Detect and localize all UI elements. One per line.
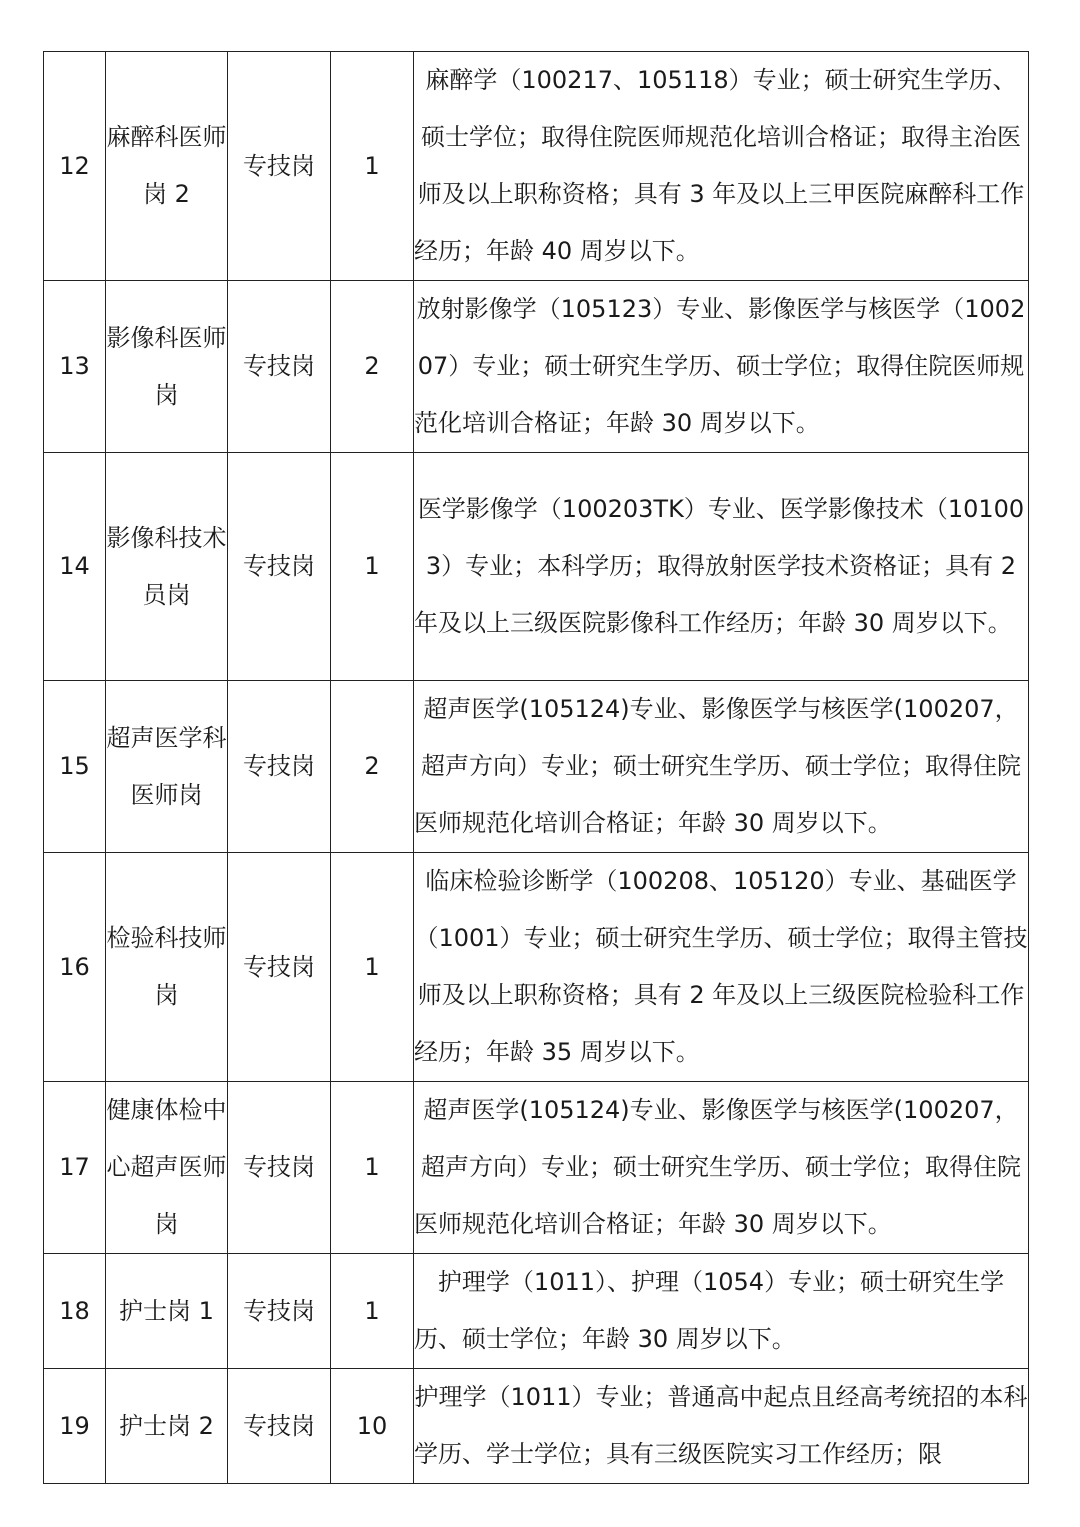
- position-count: 1: [331, 1082, 414, 1254]
- recruitment-table: [43, 51, 1029, 1484]
- table-row: [44, 1369, 1029, 1484]
- row-number: 16: [44, 853, 106, 1082]
- row-number: 17: [44, 1082, 106, 1254]
- position-category: 专技岗: [228, 281, 331, 453]
- row-number: 14: [44, 453, 106, 681]
- position-category: 专技岗: [228, 1254, 331, 1369]
- position-count: 1: [331, 1254, 414, 1369]
- position-category: 专技岗: [228, 681, 331, 853]
- position-count: 10: [331, 1369, 414, 1484]
- position-name: 影像科技术员岗: [106, 453, 228, 681]
- table-row: [44, 1082, 1029, 1254]
- position-name: 健康体检中心超声医师岗: [106, 1082, 228, 1254]
- position-requirements: 护理学（1011）专业；普通高中起点且经高考统招的本科学历、学士学位；具有三级医院实习工作经历；限: [414, 1369, 1029, 1484]
- position-name: 护士岗 2: [106, 1369, 228, 1484]
- position-name: 麻醉科医师岗 2: [106, 52, 228, 281]
- position-requirements: 放射影像学（105123）专业、影像医学与核医学（100207）专业；硕士研究生学历、硕士学位；取得住院医师规范化培训合格证；年龄 30 周岁以下。: [414, 281, 1029, 453]
- table-row: [44, 281, 1029, 453]
- position-requirements: 护理学（1011）、护理（1054）专业；硕士研究生学历、硕士学位；年龄 30 周岁以下。: [414, 1254, 1029, 1369]
- position-name: 护士岗 1: [106, 1254, 228, 1369]
- position-requirements: 超声医学(105124)专业、影像医学与核医学(100207，超声方向）专业；硕士研究生学历、硕士学位；取得住院医师规范化培训合格证；年龄 30 周岁以下。: [414, 681, 1029, 853]
- position-category: 专技岗: [228, 52, 331, 281]
- position-name: 检验科技师岗: [106, 853, 228, 1082]
- position-category: 专技岗: [228, 453, 331, 681]
- position-category: 专技岗: [228, 853, 331, 1082]
- table-row: [44, 52, 1029, 281]
- table-row: [44, 453, 1029, 681]
- position-count: 1: [331, 853, 414, 1082]
- position-requirements: 医学影像学（100203TK）专业、医学影像技术（101003）专业；本科学历；取得放射医学技术资格证；具有 2 年及以上三级医院影像科工作经历；年龄 30 周岁以下。: [414, 453, 1029, 681]
- position-requirements: 临床检验诊断学（100208、105120）专业、基础医学（1001）专业；硕士研究生学历、硕士学位；取得主管技师及以上职称资格；具有 2 年及以上三级医院检验科工作经历；年龄 35 周岁以下。: [414, 853, 1029, 1082]
- row-number: 13: [44, 281, 106, 453]
- table-row: [44, 1254, 1029, 1369]
- row-number: 18: [44, 1254, 106, 1369]
- table-row: [44, 853, 1029, 1082]
- position-count: 1: [331, 52, 414, 281]
- position-count: 1: [331, 453, 414, 681]
- position-name: 超声医学科医师岗: [106, 681, 228, 853]
- position-category: 专技岗: [228, 1369, 331, 1484]
- row-number: 15: [44, 681, 106, 853]
- position-count: 2: [331, 681, 414, 853]
- row-number: 12: [44, 52, 106, 281]
- position-requirements: 超声医学(105124)专业、影像医学与核医学(100207，超声方向）专业；硕士研究生学历、硕士学位；取得住院医师规范化培训合格证；年龄 30 周岁以下。: [414, 1082, 1029, 1254]
- position-category: 专技岗: [228, 1082, 331, 1254]
- position-count: 2: [331, 281, 414, 453]
- position-name: 影像科医师岗: [106, 281, 228, 453]
- row-number: 19: [44, 1369, 106, 1484]
- table-row: [44, 681, 1029, 853]
- position-requirements: 麻醉学（100217、105118）专业；硕士研究生学历、硕士学位；取得住院医师规范化培训合格证；取得主治医师及以上职称资格；具有 3 年及以上三甲医院麻醉科工作经历；年龄 40 周岁以下。: [414, 52, 1029, 281]
